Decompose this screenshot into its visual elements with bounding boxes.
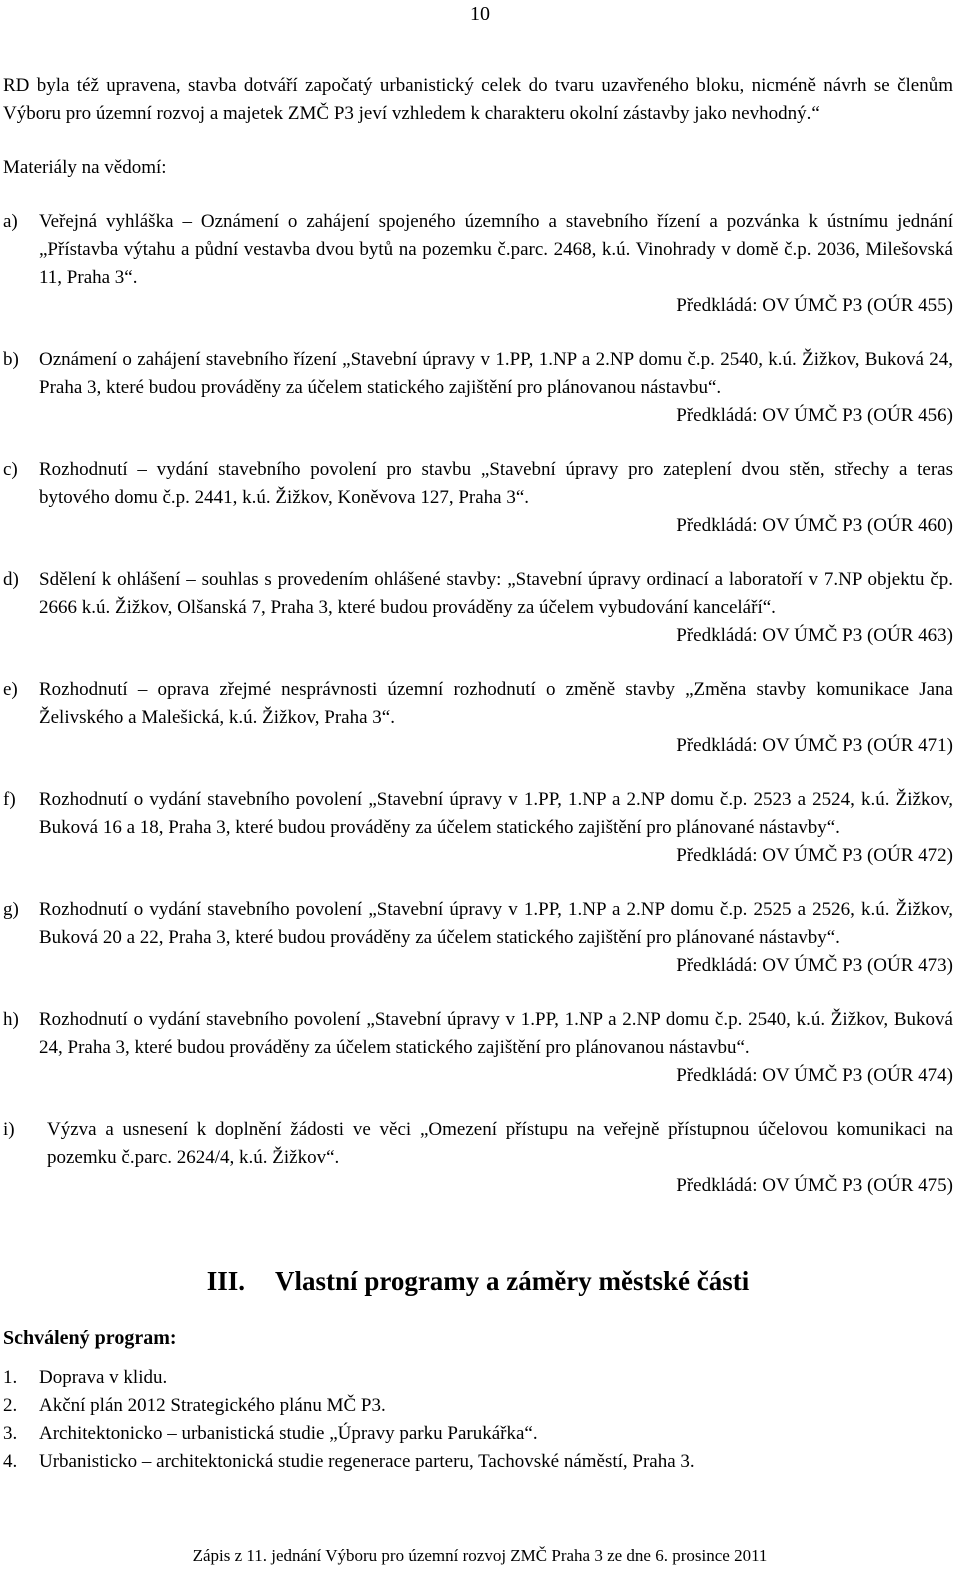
section-number: III.	[206, 1266, 246, 1296]
list-item	[3, 566, 953, 650]
list-item-text: Urbanisticko – architektonická studie regenerace parteru, Tachovské náměstí, Praha 3.	[39, 1451, 695, 1472]
list-item-number: 4.	[3, 1451, 18, 1472]
list-item-submitter: Předkládá: OV ÚMČ P3 (OÚR 475)	[676, 1175, 953, 1196]
list-item	[3, 1364, 953, 1392]
list-item-marker: e)	[3, 679, 18, 700]
list-item	[3, 896, 953, 980]
list-item	[3, 1392, 953, 1420]
list-item-marker: a)	[3, 211, 18, 232]
list-item	[3, 1420, 953, 1448]
intro-paragraph: RD byla též upravena, stavba dotváří započatý urbanistický celek do tvaru uzavřeného bloku, nicméně návrh se členům Výboru pro územní rozvoj a majetek ZMČ P3 jeví vzhledem k charakteru okolní zástavby jako nevhodný.“	[3, 75, 953, 124]
list-item-marker: f)	[3, 789, 16, 810]
materials-list	[3, 208, 953, 1200]
list-item-text: Rozhodnutí o vydání stavebního povolení „Stavební úpravy v 1.PP, 1.NP a 2.NP domu č.p. 2540, k.ú. Žižkov, Buková 24, Praha 3, které budou prováděny za účelem statického zajištění pro plánovanou nástavbu“.	[39, 1009, 953, 1058]
list-item-submitter: Předkládá: OV ÚMČ P3 (OÚR 460)	[676, 515, 953, 536]
list-item-submitter: Předkládá: OV ÚMČ P3 (OÚR 463)	[676, 625, 953, 646]
list-item	[3, 456, 953, 540]
list-item-submitter: Předkládá: OV ÚMČ P3 (OÚR 474)	[676, 1065, 953, 1086]
list-item-number: 1.	[3, 1367, 18, 1388]
list-item	[3, 1448, 953, 1476]
list-item-marker: h)	[3, 1009, 19, 1030]
page-number: 10	[470, 3, 490, 25]
list-item-text: Akční plán 2012 Strategického plánu MČ P3.	[39, 1395, 386, 1416]
list-item-marker: i)	[3, 1119, 15, 1140]
document-body	[3, 72, 953, 1476]
list-item-submitter: Předkládá: OV ÚMČ P3 (OÚR 456)	[676, 405, 953, 426]
list-item-text: Doprava v klidu.	[39, 1367, 168, 1388]
section-heading	[3, 1264, 953, 1298]
list-item-marker: c)	[3, 459, 18, 480]
list-item-text: Rozhodnutí o vydání stavebního povolení „Stavební úpravy v 1.PP, 1.NP a 2.NP domu č.p. 2523 a 2524, k.ú. Žižkov, Buková 16 a 18, Praha 3, které budou prováděny za účelem statického zajištění pro plánované nástavby“.	[39, 789, 953, 838]
list-item	[3, 1116, 953, 1200]
list-item-text: Architektonicko – urbanistická studie „Úpravy parku Parukářka“.	[39, 1423, 538, 1444]
list-item-text: Výzva a usnesení k doplnění žádosti ve věci „Omezení přístupu na veřejně přístupnou účelovou komunikaci na pozemku č.parc. 2624/4, k.ú. Žižkov“.	[47, 1119, 953, 1168]
list-item-number: 2.	[3, 1395, 18, 1416]
list-item-submitter: Předkládá: OV ÚMČ P3 (OÚR 473)	[676, 955, 953, 976]
list-item-text: Sdělení k ohlášení – souhlas s provedením ohlášené stavby: „Stavební úpravy ordinací a laboratoří v 7.NP objektu čp. 2666 k.ú. Žižkov, Olšanská 7, Praha 3, které budou prováděny za účelem vybudování kanceláří“.	[39, 569, 953, 618]
list-item-marker: b)	[3, 349, 19, 370]
page-footer: Zápis z 11. jednání Výboru pro územní rozvoj ZMČ Praha 3 ze dne 6. prosince 2011	[192, 1546, 768, 1565]
list-item-text: Oznámení o zahájení stavebního řízení „Stavební úpravy v 1.PP, 1.NP a 2.NP domu č.p. 2540, k.ú. Žižkov, Buková 24, Praha 3, které budou prováděny za účelem statického zajištění pro plánovanou nástavbu“.	[39, 349, 953, 398]
list-item	[3, 786, 953, 870]
program-list	[3, 1364, 953, 1476]
list-item-submitter: Předkládá: OV ÚMČ P3 (OÚR 455)	[676, 295, 953, 316]
list-item-submitter: Předkládá: OV ÚMČ P3 (OÚR 471)	[676, 735, 953, 756]
list-item	[3, 1006, 953, 1090]
program-title: Schválený program:	[3, 1327, 177, 1349]
list-item-submitter: Předkládá: OV ÚMČ P3 (OÚR 472)	[676, 845, 953, 866]
materials-label: Materiály na vědomí:	[3, 157, 167, 178]
list-item	[3, 346, 953, 430]
list-item-text: Veřejná vyhláška – Oznámení o zahájení spojeného územního a stavebního řízení a pozvánka k ústnímu jednání „Přístavba výtahu a půdní vestavba dvou bytů na pozemku č.parc. 2468, k.ú. Vinohrady v domě č.p. 2036, Milešovská 11, Praha 3“.	[39, 211, 953, 288]
list-item-text: Rozhodnutí – oprava zřejmé nesprávnosti územní rozhodnutí o změně stavby „Změna stavby komunikace Jana Želivského a Malešická, k.ú. Žižkov, Praha 3“.	[39, 679, 953, 728]
list-item-marker: d)	[3, 569, 19, 590]
list-item	[3, 208, 953, 320]
list-item-number: 3.	[3, 1423, 18, 1444]
list-item-text: Rozhodnutí o vydání stavebního povolení „Stavební úpravy v 1.PP, 1.NP a 2.NP domu č.p. 2525 a 2526, k.ú. Žižkov, Buková 20 a 22, Praha 3, které budou prováděny za účelem statického zajištění pro plánované nástavby“.	[39, 899, 953, 948]
list-item-marker: g)	[3, 899, 19, 920]
list-item-text: Rozhodnutí – vydání stavebního povolení pro stavbu „Stavební úpravy pro zateplení dvou stěn, střechy a teras bytového domu č.p. 2441, k.ú. Žižkov, Koněvova 127, Praha 3“.	[39, 459, 953, 508]
list-item	[3, 676, 953, 760]
section-title: Vlastní programy a záměry městské části	[275, 1266, 750, 1296]
